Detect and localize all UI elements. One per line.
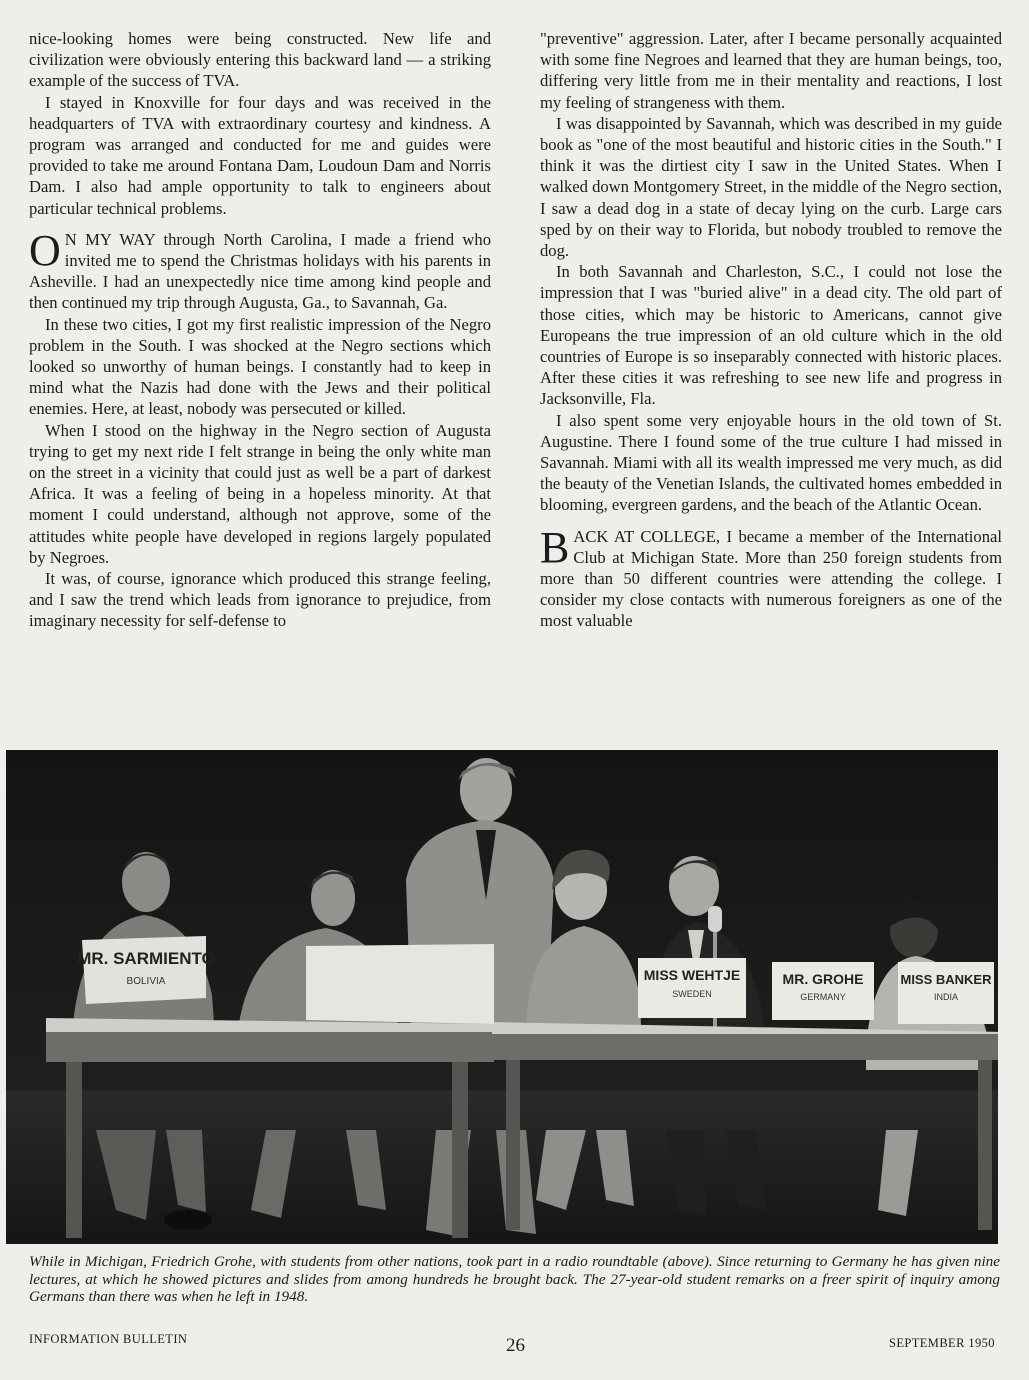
left-paragraph-3-text: N MY WAY through North Carolina, I made a friend who invited me to spend the Christmas holidays with his parents in Asheville. I had an unexpectedly nice time among kind people and then continued my trip through Augusta, Ga., to Savannah, Ga. (29, 229, 491, 313)
page-number: 26 (506, 1335, 525, 1356)
left-paragraph-1: nice-looking homes were being constructed. New life and civilization were obviously entering this backward land — a striking example of the success of TVA. (29, 29, 491, 91)
microphone-icon (708, 906, 722, 932)
footer-date: SEPTEMBER 1950 (889, 1336, 995, 1350)
blank-name-card (306, 944, 494, 1024)
name-card-name: MISS WEHTJE (643, 967, 741, 983)
left-paragraph-6: It was, of course, ignorance which produced this strange feeling, and I saw the trend which leads from ignorance to prejudice, from imaginary necessity for self-defense to (29, 569, 491, 631)
footer-publication: INFORMATION BULLETIN (29, 1332, 188, 1346)
name-card-country: INDIA (933, 992, 959, 1002)
right-paragraph-5 (540, 522, 1002, 632)
right-paragraph-1: "preventive" aggression. Later, after I became personally acquainted with some fine Negroes and learned that they are human beings, too, differing very little from me in their mentality and reactions, I lost my feeling of strangeness with them. (540, 29, 1002, 112)
left-paragraph-2: I stayed in Knoxville for four days and was received in the headquarters of TVA with extraordinary courtesy and kindness. A program was arranged and conducted for me and guides were provided to take me around Fontana Dam, Loudoun Dam and Norris Dam. I also had ample opportunity to talk to engineers about particular technical problems. (29, 92, 491, 218)
right-paragraph-3: In both Savannah and Charleston, S.C., I could not lose the impression that I was "buried alive" in a dead city. The old part of those cities, which may be historic to Americans, cannot give Europeans the true impression of an old culture which in the old countries of Europe is so inseparably connected with historic places. After these cities it was refreshing to see new life and progress in Jacksonville, Fla. (540, 262, 1002, 409)
left-paragraph-3 (29, 225, 491, 314)
photo-caption: While in Michigan, Friedrich Grohe, with students from other nations, took part in a radio roundtable (above). Since returning to Germany he has given nine lectures, at which he showed pictures and slides from among hundreds he brought back. The 27-year-old student remarks on a freer spirit of inquiry among Germans than there was when he left in 1948. (29, 1253, 1000, 1305)
right-paragraph-5-text: ACK AT COLLEGE, I became a member of the International Club at Michigan State. More than 250 foreign students from more than 50 different countries were attending the college. I consider my close contacts with numerous foreigners as one of the most valuable (540, 526, 1002, 631)
roundtable-photo-illustration (6, 750, 998, 1244)
name-card-country: SWEDEN (672, 989, 712, 999)
left-paragraph-4: In these two cities, I got my first realistic impression of the Negro problem in the South. I was shocked at the Negro sections which looked so unworthy of human beings. I constantly had to keep in mind what the Nazis had done with the Jews and their political enemies. Here, at least, nobody was persecuted or killed. (29, 314, 491, 419)
name-card-wehtje (638, 958, 746, 1018)
name-card-banker (898, 962, 994, 1024)
name-card-name: MR. SARMIENTO (77, 949, 215, 968)
right-paragraph-4: I also spent some very enjoyable hours in the old town of St. Augustine. There I found some of the true culture I had missed in Savannah. Miami with all its wealth impressed me very much, as did the beauty of the Venetian Islands, the cultivated homes embedded in blooming, evergreen gardens, and the beach of the Atlantic Ocean. (540, 410, 1002, 515)
drop-cap-b: B (540, 522, 570, 572)
roundtable-photo (6, 750, 998, 1244)
left-column (29, 28, 491, 632)
right-column (540, 28, 1002, 632)
name-card-name: MR. GROHE (782, 971, 864, 987)
left-paragraph-5: When I stood on the highway in the Negro section of Augusta trying to get my next ride I felt strange in being the only white man on the street in a vicinity that could just as well be a part of darkest Africa. It was a feeling of being in a hopeless minority. At that moment I could understand, although not approve, some of the attitudes white people have developed in regions largely populated by Negroes. (29, 420, 491, 567)
name-card-name: MISS BANKER (900, 972, 992, 987)
name-card-grohe (772, 962, 874, 1020)
name-card-country: BOLIVIA (126, 976, 166, 987)
right-paragraph-2: I was disappointed by Savannah, which was described in my guide book as "one of the most beautiful and historic cities in the South." I think it was the dirtiest city I saw in the United States. When I walked down Montgomery Street, in the middle of the Negro section, I saw a dead dog in a state of decay lying on the curb. Large cars sped by on their way to Florida, but nobody troubled to remove the dog. (540, 113, 1002, 261)
name-card-sarmiento (77, 936, 215, 1004)
drop-cap-o: O (29, 225, 61, 275)
name-card-country: GERMANY (800, 992, 846, 1002)
